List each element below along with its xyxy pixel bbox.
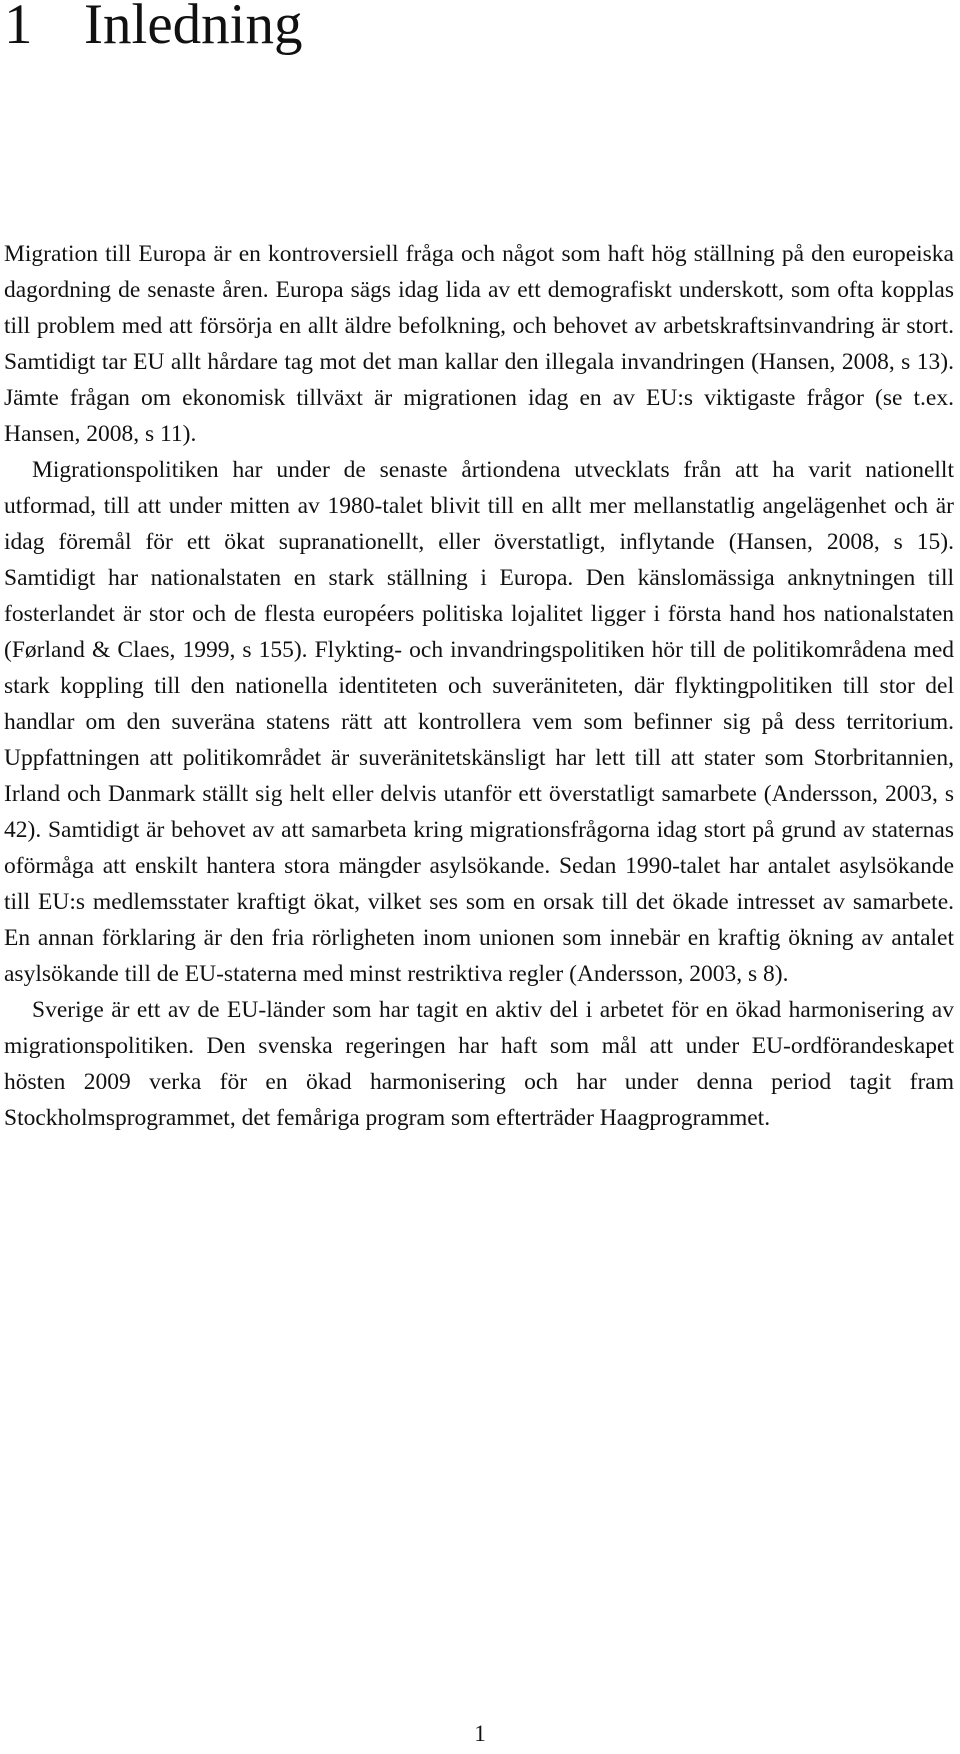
paragraph-intro: Migration till Europa är en kontroversiell fråga och något som haft hög ställning på den europeiska dagordning de senaste åren. Europa sägs idag lida av ett demografiskt underskott, som ofta kopplas till problem med att försörja en allt äldre befolkning, och behovet av arbetskraftsinvandring är stort. Samtidigt tar EU allt hårdare tag mot det man kallar den illegala invandringen (Hansen, 2008, s 13). Jämte frågan om ekonomisk tillväxt är migrationen idag en av EU:s viktigaste frågor (se t.ex. Hansen, 2008, s 11). xyxy=(4,241,954,447)
paragraph-migration-policy: Migrationspolitiken har under de senaste årtiondena utvecklats från att ha varit nationellt utformad, till att under mitten av 1980-talet blivit till en allt mer mellanstatlig angelägenhet och är idag föremål för ett ökat supranationellt, eller överstatligt, inflytande (Hansen, 2008, s 15). Samtidigt har nationalstaten en stark ställning i Europa. Den känslomässiga anknytningen till fosterlandet är stor och de flesta européers politiska lojalitet ligger i första hand hos nationalstaten (Førland & Claes, 1999, s 155). Flykting- och invandringspolitiken hör till de politikområdena med stark koppling till den nationella identiteten och suveräniteten, där flyktingpolitiken till stor del handlar om den suveräna statens rätt att kontrollera vem som befinner sig på dess territorium. Uppfattningen att politikområdet är suveränitetskänsligt har lett till att stater som Storbritannien, Irland och Danmark ställt sig helt eller delvis utanför ett överstatligt samarbete (Andersson, 2003, s 42). Samtidigt är behovet av att samarbeta kring migrationsfrågorna idag stort på grund av staternas oförmåga att enskilt hantera stora mängder asylsökande. Sedan 1990-talet har antalet asylsökande till EU:s medlemsstater kraftigt ökat, vilket ses som en orsak till det ökade intresset av samarbete. En annan förklaring är den fria rörligheten inom unionen som innebär en kraftig ökning av antalet asylsökande till de EU-staterna med minst restriktiva regler (Andersson, 2003, s 8). xyxy=(4,457,954,987)
page-number: 1 xyxy=(474,1721,486,1746)
chapter-heading xyxy=(4,0,302,56)
body-text xyxy=(4,236,954,1136)
paragraph-sweden: Sverige är ett av de EU-länder som har tagit en aktiv del i arbetet för en ökad harmonisering av migrationspolitiken. Den svenska regeringen har haft som mål att under EU-ordförandeskapet hösten 2009 verka för en ökad harmonisering och har under denna period tagit fram Stockholmsprogrammet, det femåriga program som efterträder Haagprogrammet. xyxy=(4,997,954,1131)
chapter-title: Inledning xyxy=(84,0,303,56)
chapter-number: 1 xyxy=(4,0,33,56)
